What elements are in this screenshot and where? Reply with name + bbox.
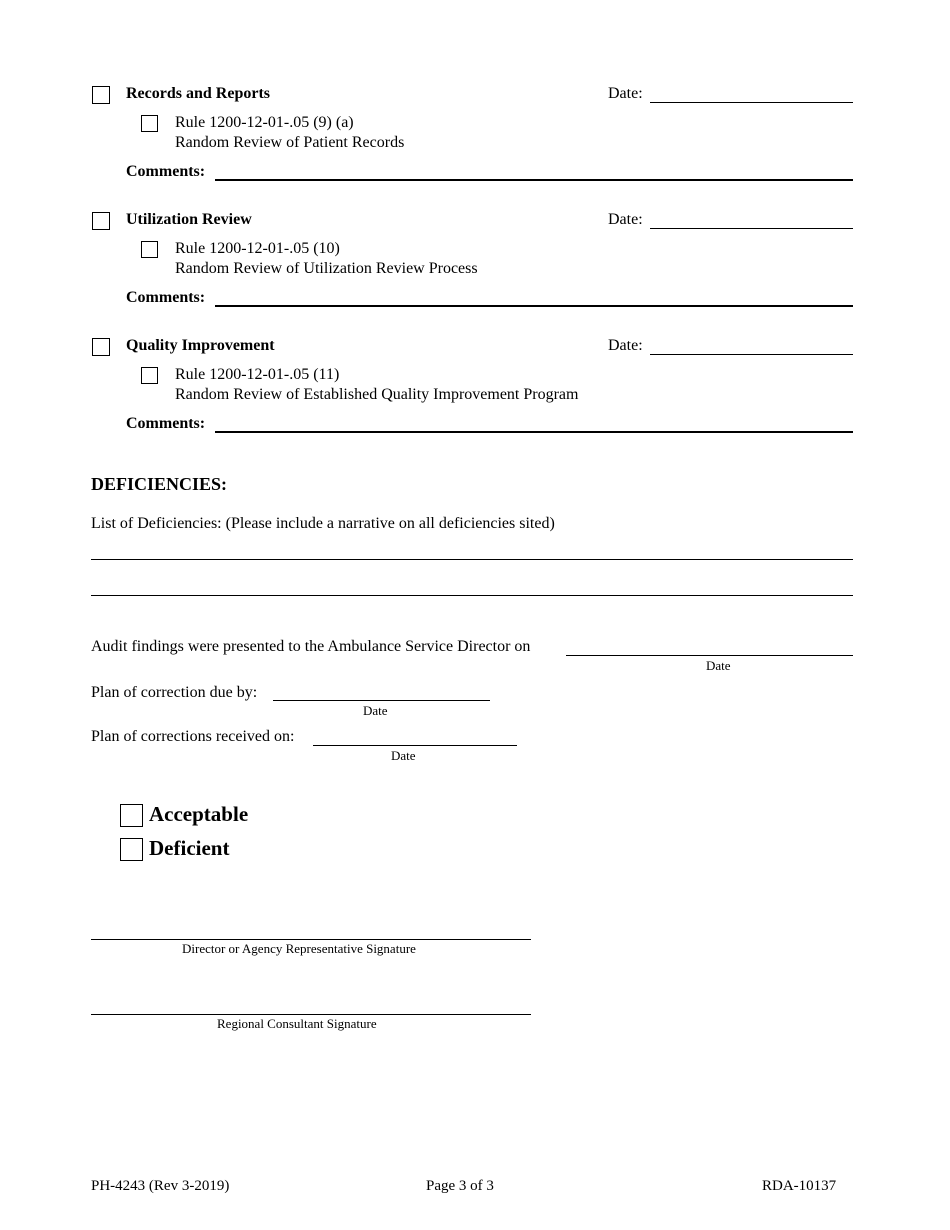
utilization-review-rule-checkbox[interactable] [141, 241, 158, 258]
findings-received-label: Plan of corrections received on: [91, 728, 295, 745]
utilization-review-description: Random Review of Utilization Review Process [175, 260, 478, 277]
deficiencies-heading: DEFICIENCIES: [91, 474, 228, 494]
records-reports-description: Random Review of Patient Records [175, 134, 405, 151]
director-signature-caption: Director or Agency Representative Signature [182, 941, 416, 956]
findings-presented-date-field[interactable] [566, 655, 853, 656]
quality-improvement-title: Quality Improvement [126, 337, 275, 354]
director-signature-line[interactable] [91, 939, 531, 940]
footer-code: RDA-10137 [762, 1178, 837, 1194]
records-reports-comments-label: Comments: [126, 163, 206, 180]
quality-improvement-rule: Rule 1200-12-01-.05 (11) [175, 366, 340, 383]
quality-improvement-rule-checkbox[interactable] [141, 367, 158, 384]
findings-due-date-field[interactable] [273, 700, 490, 701]
quality-improvement-comments-label: Comments: [126, 415, 206, 432]
quality-improvement-description: Random Review of Established Quality Improvement Program [175, 386, 579, 403]
findings-due-caption: Date [363, 703, 388, 718]
consultant-signature-line[interactable] [91, 1014, 531, 1015]
deficient-checkbox[interactable] [120, 838, 143, 861]
findings-presented-label: Audit findings were presented to the Ambulance Service Director on [91, 638, 531, 655]
records-reports-comments-field[interactable] [215, 179, 853, 181]
records-reports-checkbox[interactable] [92, 86, 110, 104]
utilization-review-comments-label: Comments: [126, 289, 206, 306]
findings-presented-caption: Date [706, 658, 731, 673]
deficiencies-list-label: List of Deficiencies: (Please include a narrative on all deficiencies sited) [91, 515, 555, 532]
deficient-label: Deficient [149, 836, 230, 860]
utilization-review-checkbox[interactable] [92, 212, 110, 230]
records-reports-title: Records and Reports [126, 85, 270, 102]
acceptable-label: Acceptable [149, 802, 249, 826]
records-reports-rule-checkbox[interactable] [141, 115, 158, 132]
records-reports-rule: Rule 1200-12-01-.05 (9) (a) [175, 114, 354, 131]
footer-form-id: PH-4243 (Rev 3-2019) [91, 1178, 230, 1194]
deficiencies-line-1[interactable] [91, 559, 853, 560]
footer-page-number: Page 3 of 3 [426, 1178, 494, 1194]
acceptable-checkbox[interactable] [120, 804, 143, 827]
utilization-review-title: Utilization Review [126, 211, 252, 228]
quality-improvement-date-field[interactable] [650, 354, 853, 355]
records-reports-date-label: Date: [608, 85, 643, 102]
deficiencies-line-2[interactable] [91, 595, 853, 596]
utilization-review-date-label: Date: [608, 211, 643, 228]
findings-received-date-field[interactable] [313, 745, 517, 746]
quality-improvement-date-label: Date: [608, 337, 643, 354]
findings-received-caption: Date [391, 748, 416, 763]
quality-improvement-comments-field[interactable] [215, 431, 853, 433]
consultant-signature-caption: Regional Consultant Signature [217, 1016, 377, 1031]
records-reports-date-field[interactable] [650, 102, 853, 103]
quality-improvement-checkbox[interactable] [92, 338, 110, 356]
utilization-review-rule: Rule 1200-12-01-.05 (10) [175, 240, 340, 257]
utilization-review-comments-field[interactable] [215, 305, 853, 307]
findings-due-label: Plan of correction due by: [91, 684, 258, 701]
utilization-review-date-field[interactable] [650, 228, 853, 229]
